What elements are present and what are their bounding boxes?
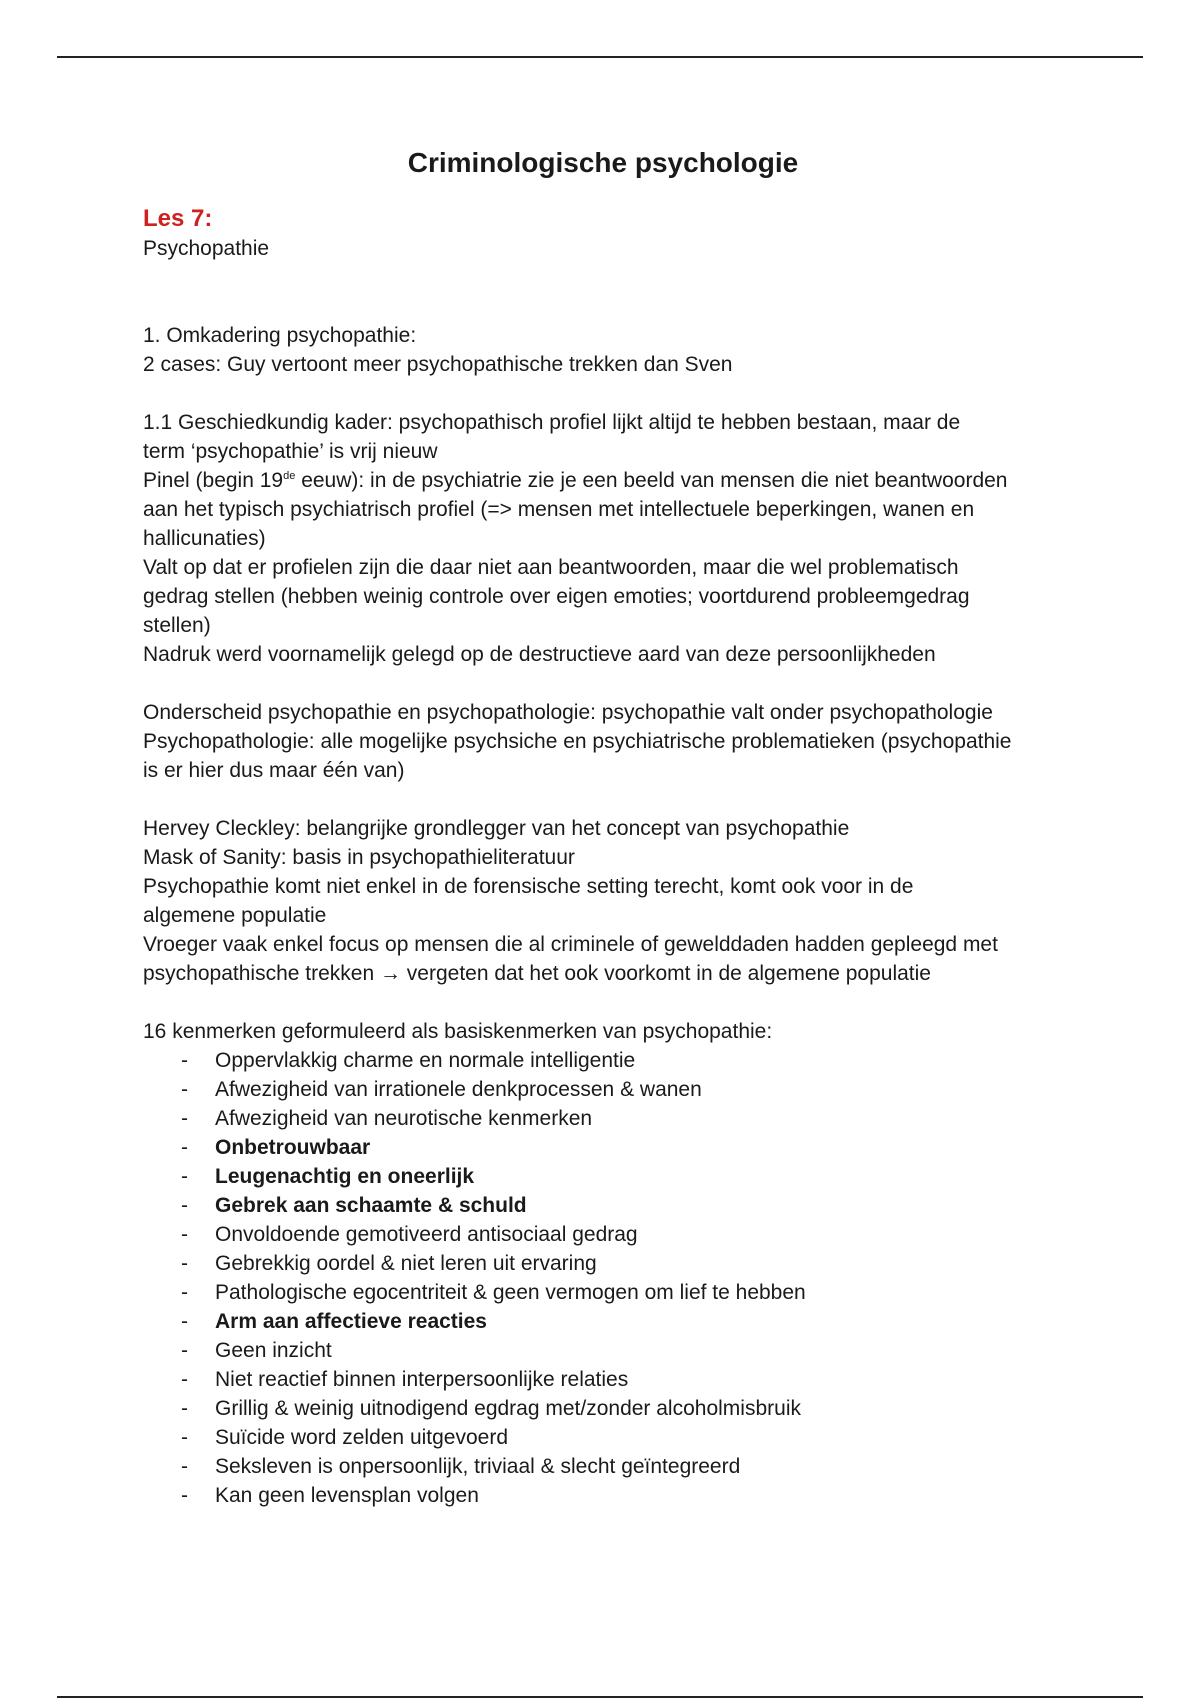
paragraph-cleckley-line: Vroeger vaak enkel focus op mensen die al criminele of gewelddaden hadden gepleegd met — [143, 933, 998, 956]
section-heading: 1. Omkadering psychopathie: — [143, 324, 417, 347]
paragraph-cases: 2 cases: Guy vertoont meer psychopathische trekken dan Sven — [143, 353, 733, 376]
paragraph-history-line: 1.1 Geschiedkundig kader: psychopathisch profiel lijkt altijd te hebben bestaan, maar de — [143, 411, 961, 434]
paragraph-valt-line: gedrag stellen (hebben weinig controle over eigen emoties; voortdurend probleemgedrag — [143, 585, 970, 608]
dash-bullet-icon: - — [181, 1165, 188, 1188]
paragraph-onderscheid-line: Onderscheid psychopathie en psychopathologie: psychopathie valt onder psychopathologie — [143, 701, 993, 724]
dash-bullet-icon: - — [181, 1397, 188, 1420]
list-item — [143, 1394, 1063, 1423]
dash-bullet-icon: - — [181, 1368, 188, 1391]
paragraph-cleckley-line: Mask of Sanity: basis in psychopathieliteratuur — [143, 846, 575, 869]
paragraph-cleckley-line: Hervey Cleckley: belangrijke grondlegger van het concept van psychopathie — [143, 817, 850, 840]
paragraph-pinel-line: hallicunaties) — [143, 527, 266, 550]
list-item-text: Suïcide word zelden uitgevoerd — [215, 1426, 509, 1449]
list-item-text: Gebrekkig oordel & niet leren uit ervaring — [215, 1252, 597, 1275]
dash-bullet-icon: - — [181, 1078, 188, 1101]
list-item — [143, 1481, 1063, 1510]
list-item-text: Niet reactief binnen interpersoonlijke relaties — [215, 1368, 629, 1391]
dash-bullet-icon: - — [181, 1426, 188, 1449]
lesson-topic: Psychopathie — [143, 237, 270, 260]
list-item — [143, 1278, 1063, 1307]
dash-bullet-icon: - — [181, 1252, 188, 1275]
list-item-text: Afwezigheid van neurotische kenmerken — [215, 1107, 593, 1130]
list-item — [143, 1133, 1063, 1162]
paragraph-cleckley-line — [143, 959, 1063, 988]
list-item — [143, 1075, 1063, 1104]
dash-bullet-icon: - — [181, 1136, 188, 1159]
dash-bullet-icon: - — [181, 1455, 188, 1478]
document-title: Criminologische psychologie — [407, 147, 799, 178]
list-item-text: Onvoldoende gemotiveerd antisociaal gedrag — [215, 1223, 638, 1246]
footer-rule — [57, 1696, 1143, 1698]
dash-bullet-icon: - — [181, 1049, 188, 1072]
paragraph-pinel-line: aan het typisch psychiatrisch profiel (=> mensen met intellectuele beperkingen, wanen en — [143, 498, 975, 521]
list-item — [143, 1307, 1063, 1336]
list-item-text: Arm aan affectieve reacties — [215, 1310, 487, 1333]
list-item — [143, 1162, 1063, 1191]
list-item-text: Afwezigheid van irrationele denkprocessen & wanen — [215, 1078, 702, 1101]
dash-bullet-icon: - — [181, 1194, 188, 1217]
paragraph-history-line: term ‘psychopathie’ is vrij nieuw — [143, 440, 438, 463]
list-item-text: Grillig & weinig uitnodigend egdrag met/zonder alcoholmisbruik — [215, 1397, 801, 1420]
list-item — [143, 1046, 1063, 1075]
lesson-label: Les 7: — [143, 205, 213, 232]
list-item-text: Onbetrouwbaar — [215, 1136, 371, 1159]
list-item-text: Oppervlakkig charme en normale intelligentie — [215, 1049, 636, 1072]
list-item — [143, 1191, 1063, 1220]
dash-bullet-icon: - — [181, 1107, 188, 1130]
list-item-text: Gebrek aan schaamte & schuld — [215, 1194, 527, 1217]
paragraph-cleckley-line: Psychopathie komt niet enkel in de forensische setting terecht, komt ook voor in de — [143, 875, 914, 898]
cleckley-text-b: vergeten dat het ook voorkomt in de algemene populatie — [400, 962, 931, 985]
cleckley-text-a: psychopathische trekken — [143, 962, 380, 985]
header-rule — [57, 56, 1143, 58]
list-item — [143, 1104, 1063, 1133]
kenmerken-list — [143, 1046, 1063, 1510]
list-item — [143, 1423, 1063, 1452]
list-item — [143, 1336, 1063, 1365]
list-item-text: Pathologische egocentriteit & geen vermogen om lief te hebben — [215, 1281, 806, 1304]
list-item — [143, 1249, 1063, 1278]
pinel-text-b: eeuw): in de psychiatrie zie je een beeld van mensen die niet beantwoorden — [295, 469, 1008, 492]
list-item — [143, 1452, 1063, 1481]
arrow-right-icon: → — [379, 962, 401, 985]
dash-bullet-icon: - — [181, 1281, 188, 1304]
paragraph-nadruk: Nadruk werd voornamelijk gelegd op de destructieve aard van deze persoonlijkheden — [143, 643, 936, 666]
paragraph-pinel-line — [143, 466, 1063, 495]
paragraph-cleckley-line: algemene populatie — [143, 904, 327, 927]
paragraph-onderscheid-line: is er hier dus maar één van) — [143, 759, 405, 782]
paragraph-valt-line: Valt op dat er profielen zijn die daar niet aan beantwoorden, maar die wel problematisch — [143, 556, 959, 579]
list-item-text: Leugenachtig en oneerlijk — [215, 1165, 475, 1188]
dash-bullet-icon: - — [181, 1339, 188, 1362]
dash-bullet-icon: - — [181, 1223, 188, 1246]
list-item — [143, 1365, 1063, 1394]
paragraph-valt-line: stellen) — [143, 614, 211, 637]
dash-bullet-icon: - — [181, 1484, 188, 1507]
list-item-text: Kan geen levensplan volgen — [215, 1484, 479, 1507]
pinel-superscript: de — [283, 470, 296, 482]
pinel-text-a: Pinel (begin 19 — [143, 469, 284, 492]
list-item-text: Seksleven is onpersoonlijk, triviaal & slecht geïntegreerd — [215, 1455, 741, 1478]
paragraph-onderscheid-line: Psychopathologie: alle mogelijke psychsiche en psychiatrische problematieken (psychopathie — [143, 730, 1012, 753]
kenmerken-intro: 16 kenmerken geformuleerd als basiskenmerken van psychopathie: — [143, 1020, 773, 1043]
dash-bullet-icon: - — [181, 1310, 188, 1333]
list-item — [143, 1220, 1063, 1249]
list-item-text: Geen inzicht — [215, 1339, 332, 1362]
document-page — [143, 140, 1063, 1510]
